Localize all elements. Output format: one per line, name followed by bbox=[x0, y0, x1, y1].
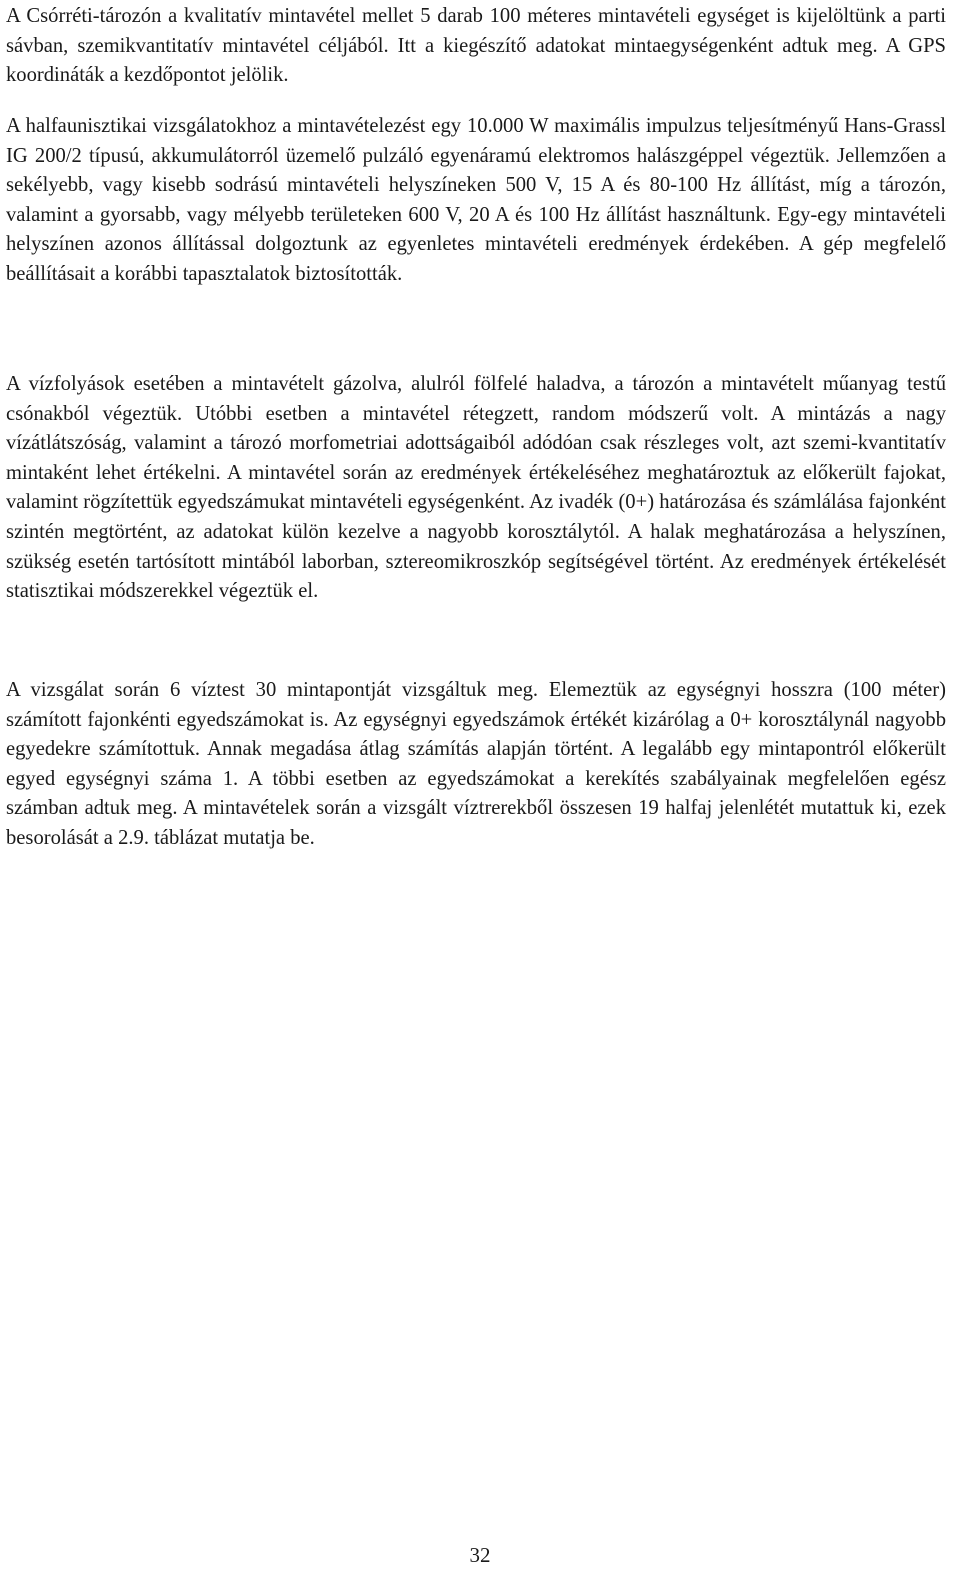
paragraph-sampling-method: A vízfolyások esetében a mintavételt gázolva, alulról fölfelé haladva, a tározón a mintavételt műanyag testű csónakból végeztük. Utóbbi esetben a mintavétel rétegzett, random módszerű volt. A mintázás a nagy vízátlátszóság, valamint a tározó morfometriai adottságaiból adódóan csak részleges volt, azt szemi-kvantitatív mintaként lehet értékelni. A mintavétel során az eredmények értékeléséhez meghatároztuk az előkerült fajokat, valamint rögzítettük egyedszámukat mintavételi egységenként. Az ivadék (0+) határozása és számlálása fajonként szintén megtörtént, az adatokat külön kezelve a nagyobb korosztálytól. A halak meghatározása a helyszínen, szükség esetén tartósított mintából laborban, sztereomikroszkóp segítségével történt. Az eredmények értékelését statisztikai módszerekkel végeztük el. bbox=[6, 373, 946, 603]
page-number: 32 bbox=[469, 1543, 491, 1567]
paragraph-survey-results: A vizsgálat során 6 víztest 30 mintapontját vizsgáltuk meg. Elemeztük az egységnyi hosszra (100 méter) számított fajonkénti egyedszámokat is. Az egységnyi egyedszámok értékét kizárólag a 0+ korosztálynál nagyobb egyedekre számítottuk. Annak megadása átlag számítás alapján történt. A legalább egy mintapontról előkerült egyed egységnyi száma 1. A többi esetben az egyedszámokat a kerekítés szabályainak megfelelően egész számban adtuk meg. A mintavételek során a vizsgált víztrerekből összesen 19 halfaj jelenlétét mutattuk ki, ezek besorolását a 2.9. táblázat mutatja be. bbox=[6, 679, 946, 849]
paragraph-electrofishing-equipment: A halfaunisztikai vizsgálatokhoz a mintavételezést egy 10.000 W maximális impulzus teljesítményű Hans-Grassl IG 200/2 típusú, akkumulátorról üzemelő pulzáló egyenáramú elektromos halászgéppel végeztük. Jellemzően a sekélyebb, vagy kisebb sodrású mintavételi helyszíneken 500 V, 15 A és 80-100 Hz állítást, míg a tározón, valamint a gyorsabb, vagy mélyebb területeken 600 V, 20 A és 100 Hz állítást használtunk. Egy-egy mintavételi helyszínen azonos állítással dolgoztunk az egyenletes mintavételi eredmények érdekében. A gép megfelelő beállításait a korábbi tapasztalatok biztosították. bbox=[6, 115, 946, 285]
paragraph-sampling-units: A Csórréti-tározón a kvalitatív mintavétel mellet 5 darab 100 méteres mintavételi egységet is kijelöltünk a parti sávban, szemikvantitatív mintavétel céljából. Itt a kiegészítő adatokat mintaegységenként adtuk meg. A GPS koordináták a kezdőpontot jelölik. bbox=[6, 5, 946, 87]
